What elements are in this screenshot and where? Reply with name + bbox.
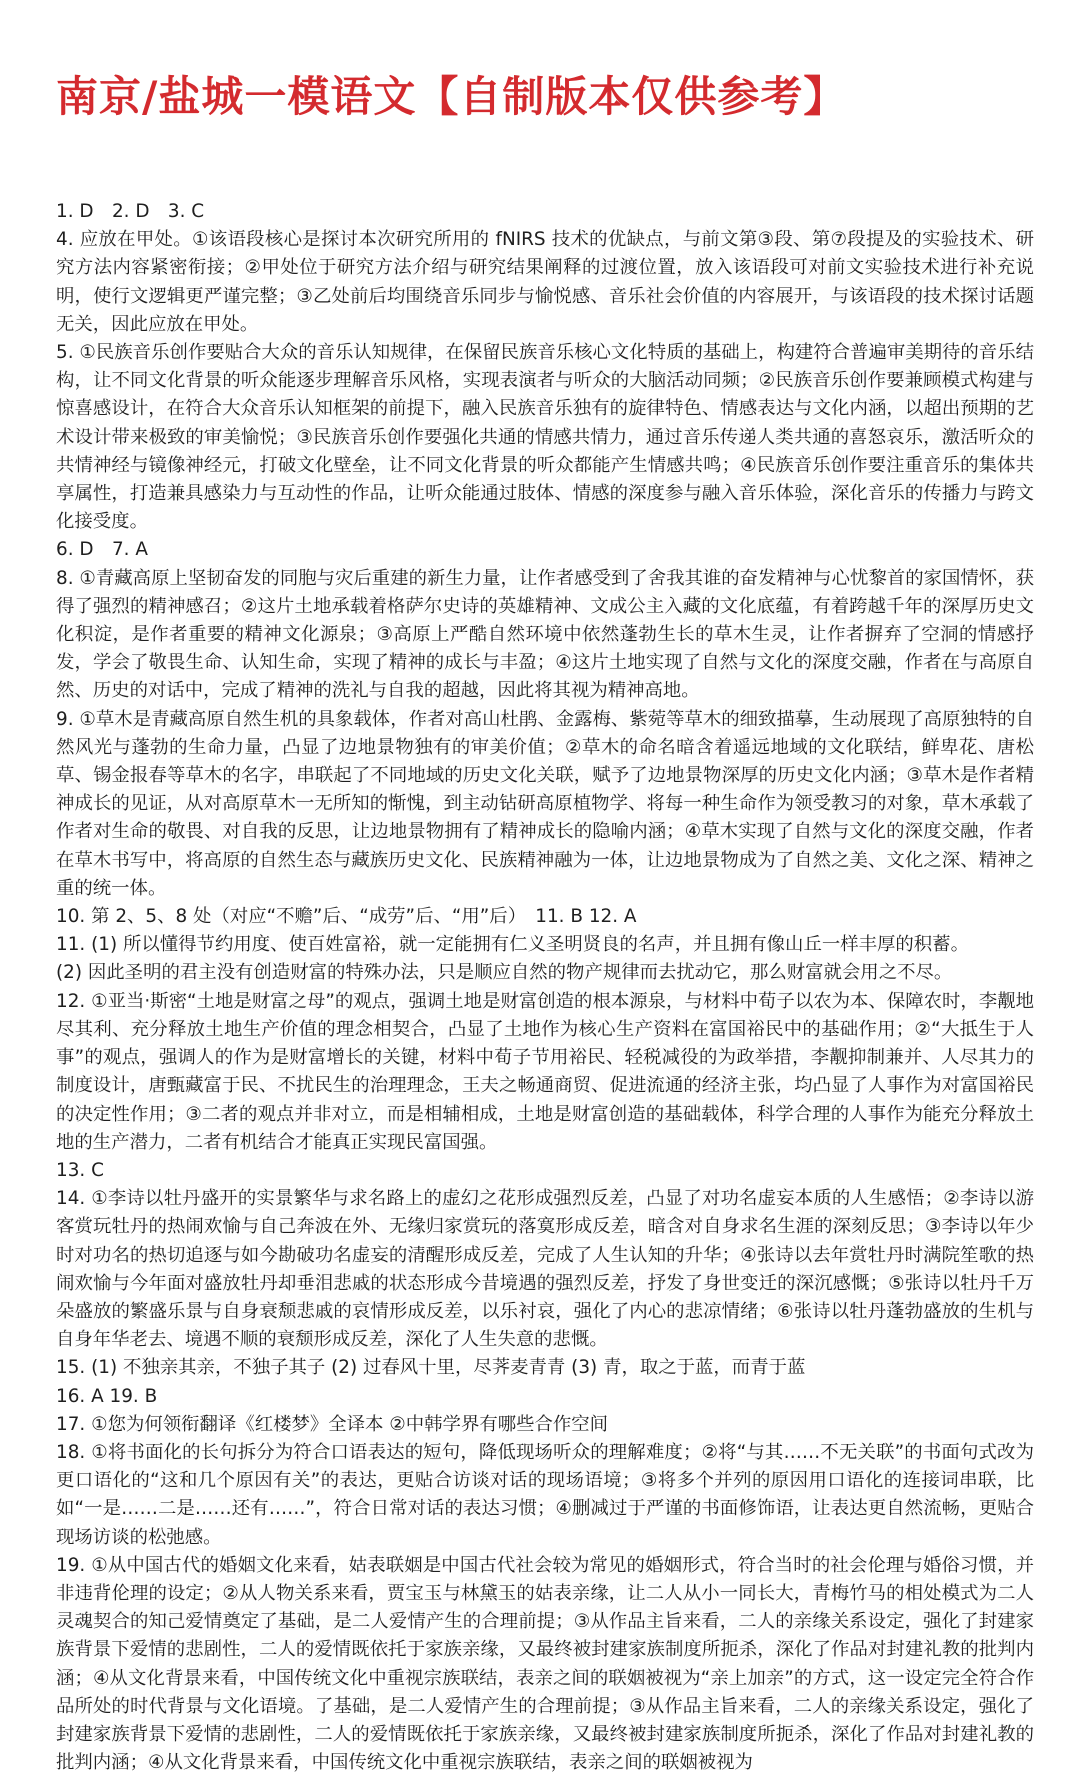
answer-line: 4. 应放在甲处。①该语段核心是探讨本次研究所用的 fNIRS 技术的优缺点，与前文第③段、第⑦段提及的实验技术、研究方法内容紧密衔接；②甲处位于研究方法介绍与研究结果阐释的过渡位置，放入该语段可对前文实验技术进行补充说明，使行文逻辑更严谨完整；③乙处前后均围绕音乐同步与愉悦感、音乐社会价值的内容展开，与该语段的技术探讨话题无关，因此应放在甲处。	[56, 229, 1034, 335]
answer-line: 1. D 2. D 3. C	[56, 201, 205, 222]
answer-line: 16. A 19. B	[56, 1385, 158, 1407]
answer-line: 18. ①将书面化的长句拆分为符合口语表达的短句，降低现场听众的理解难度；②将“与其……不无关联”的书面句式改为更口语化的“这和几个原因有关”的表达，更贴合访谈对话的现场语境；③将多个并列的原因用口语化的连接词串联，比如“一是……二是……还有……”，符合日常对话的表达习惯；④删减过于严谨的书面修饰语，让表达更自然流畅，更贴合现场访谈的松弛感。	[56, 1441, 1034, 1548]
answer-line: 6. D 7. A	[56, 539, 148, 561]
answer-line: 10. 第 2、5、8 处（对应“不赡”后、“成劳”后、“用”后） 11. B 12. A	[56, 906, 637, 928]
answer-line: 12. ①亚当·斯密“土地是财富之母”的观点，强调土地是财富创造的根本源泉，与材料中荀子以农为本、保障农时，李觏地尽其利、充分释放土地生产价值的理念相契合，凸显了土地作为核心生产资料在富国裕民中的基础作用；②“大抵生于人事”的观点，强调人的作为是财富增长的关键，材料中荀子节用裕民、轻税减役的为政举措，李觏抑制兼并、人尽其力的制度设计，唐甄藏富于民、不扰民生的治理理念，王夫之畅通商贸、促进流通的经济主张，均凸显了人事作为对富国裕民的决定性作用；③二者的观点并非对立，而是相辅相成，土地是财富创造的基础载体，科学合理的人事作为能充分释放土地的生产潜力，二者有机结合才能真正实现民富国强。	[56, 990, 1034, 1153]
page-title: 南京/盐城一模语文【自制版本仅供参考】	[56, 72, 847, 121]
answer-line: 15. (1) 不独亲其亲，不独子其子 (2) 过春风十里，尽荠麦青青 (3) 青，取之于蓝，而青于蓝	[56, 1357, 806, 1379]
answer-line: 5. ①民族音乐创作要贴合大众的音乐认知规律，在保留民族音乐核心文化特质的基础上，构建符合普遍审美期待的音乐结构，让不同文化背景的听众能逐步理解音乐风格，实现表演者与听众的大脑活动同频；②民族音乐创作要兼顾模式构建与惊喜感设计，在符合大众音乐认知框架的前提下，融入民族音乐独有的旋律特色、情感表达与文化内涵，以超出预期的艺术设计带来极致的审美愉悦；③民族音乐创作要强化共通的情感共情力，通过音乐传递人类共通的喜怒哀乐，激活听众的共情神经与镜像神经元，打破文化壁垒，让不同文化背景的听众都能产生情感共鸣；④民族音乐创作要注重音乐的集体共享属性，打造兼具感染力与互动性的作品，让听众能通过肢体、情感的深度参与融入音乐体验，深化音乐的传播力与跨文化接受度。	[56, 342, 1034, 533]
answer-line: 19. ①从中国古代的婚姻文化来看，姑表联姻是中国古代社会较为常见的婚姻形式，符合当时的社会伦理与婚俗习惯，并非违背伦理的设定；②从人物关系来看，贾宝玉与林黛玉的姑表亲缘，让二人从小一同长大，青梅竹马的相处模式为二人灵魂契合的知己爱情奠定了基础，是二人爱情产生的合理前提；③从作品主旨来看，二人的亲缘关系设定，强化了封建家族背景下爱情的悲剧性，二人的爱情既依托于家族亲缘，又最终被封建家族制度所扼杀，深化了作品对封建礼教的批判内涵；④从文化背景来看，中国传统文化中重视宗族联结，表亲之间的联姻被视为“亲上加亲”的方式，这一设定完全符合作品所处的时代背景与文化语境。了基础，是二人爱情产生的合理前提；③从作品主旨来看，二人的亲缘关系设定，强化了封建家族背景下爱情的悲剧性，二人的爱情既依托于家族亲缘，又最终被封建家族制度所扼杀，深化了作品对封建礼教的批判内涵；④从文化背景来看，中国传统文化中重视宗族联结，表亲之间的联姻被视为	[56, 1554, 1034, 1774]
answer-line: 11. (1) 所以懂得节约用度、使百姓富裕，就一定能拥有仁义圣明贤良的名声，并且拥有像山丘一样丰厚的积蓄。	[56, 934, 969, 956]
answer-line: 17. ①您为何领衔翻译《红楼梦》全译本 ②中韩学界有哪些合作空间	[56, 1413, 609, 1435]
answer-list	[56, 198, 1034, 1777]
answer-line: 8. ①青藏高原上坚韧奋发的同胞与灾后重建的新生力量，让作者感受到了舍我其谁的奋发精神与心忧黎首的家国情怀，获得了强烈的精神感召；②这片土地承载着格萨尔史诗的英雄精神、文成公主入藏的文化底蕴，有着跨越千年的深厚历史文化积淀，是作者重要的精神文化源泉；③高原上严酷自然环境中依然蓬勃生长的草木生灵，让作者摒弃了空洞的情感抒发，学会了敬畏生命、认知生命，实现了精神的成长与丰盈；④这片土地实现了自然与文化的深度交融，作者在与高原自然、历史的对话中，完成了精神的洗礼与自我的超越，因此将其视为精神高地。	[56, 567, 1034, 702]
answer-line: 9. ①草木是青藏高原自然生机的具象载体，作者对高山杜鹃、金露梅、紫菀等草木的细致描摹，生动展现了高原独特的自然风光与蓬勃的生命力量，凸显了边地景物独有的审美价值；②草木的命名暗含着遥远地域的文化联结，鲜卑花、唐松草、锡金报春等草木的名字，串联起了不同地域的历史文化关联，赋予了边地景物深厚的历史文化内涵；③草木是作者精神成长的见证，从对高原草木一无所知的惭愧，到主动钻研高原植物学、将每一种生命作为领受教习的对象，草木承载了作者对生命的敬畏、对自我的反思，让边地景物拥有了精神成长的隐喻内涵；④草木实现了自然与文化的深度交融，作者在草木书写中，将高原的自然生态与藏族历史文化、民族精神融为一体，让边地景物成为了自然之美、文化之深、精神之重的统一体。	[56, 708, 1034, 899]
answer-line: 13. C	[56, 1159, 104, 1181]
answer-line: 14. ①李诗以牡丹盛开的实景繁华与求名路上的虚幻之花形成强烈反差，凸显了对功名虚妄本质的人生感悟；②李诗以游客赏玩牡丹的热闹欢愉与自己奔波在外、无缘归家赏玩的落寞形成反差，暗含对自身求名生涯的深刻反思；③李诗以年少时对功名的热切追逐与如今勘破功名虚妄的清醒形成反差，完成了人生认知的升华；④张诗以去年赏牡丹时满院笙歌的热闹欢愉与今年面对盛放牡丹却垂泪悲戚的状态形成今昔境遇的强烈反差，抒发了身世变迁的深沉感慨；⑤张诗以牡丹千万朵盛放的繁盛乐景与自身衰颓悲戚的哀情形成反差，以乐衬哀，强化了内心的悲凉情绪；⑥张诗以牡丹蓬勃盛放的生机与自身年华老去、境遇不顺的衰颓形成反差，深化了人生失意的悲慨。	[56, 1188, 1034, 1351]
answer-line: (2) 因此圣明的君主没有创造财富的特殊办法，只是顺应自然的物产规律而去扰动它，那么财富就会用之不尽。	[56, 962, 953, 984]
